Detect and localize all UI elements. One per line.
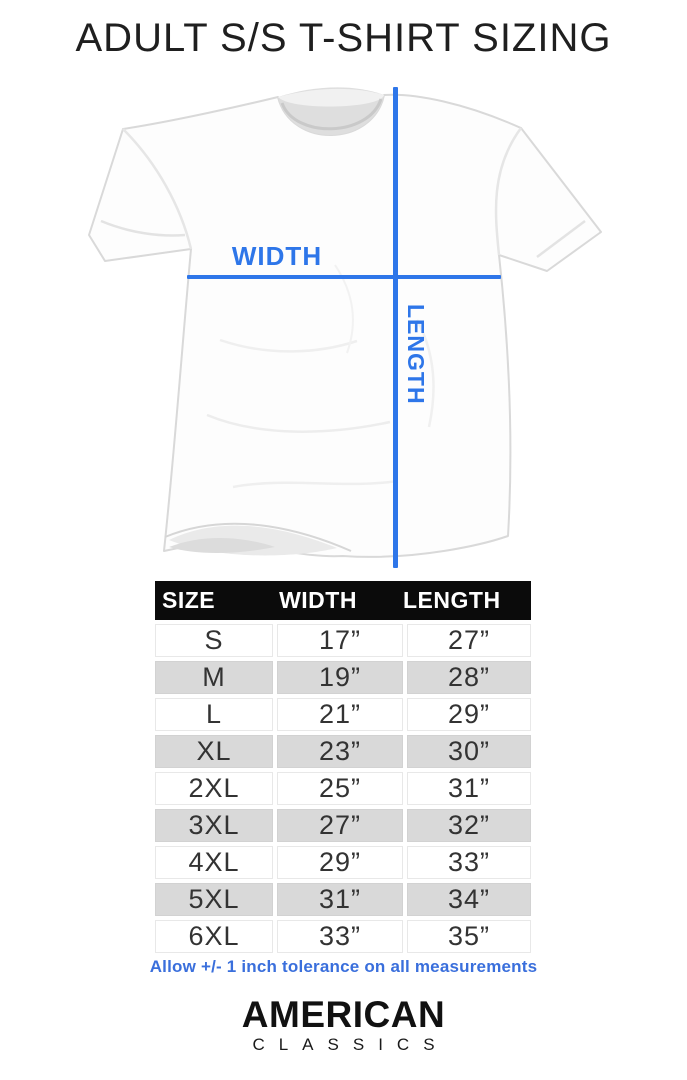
width-cell: 27” xyxy=(277,809,403,842)
tshirt-image xyxy=(85,85,605,575)
header-width: WIDTH xyxy=(279,587,357,613)
size-cell: L xyxy=(155,698,273,731)
header-length: LENGTH xyxy=(403,587,501,613)
size-cell: 3XL xyxy=(155,809,273,842)
size-cell: 6XL xyxy=(155,920,273,953)
size-cell: M xyxy=(155,661,273,694)
table-row xyxy=(155,883,531,916)
size-cell: 2XL xyxy=(155,772,273,805)
width-cell: 17” xyxy=(277,624,403,657)
length-cell: 29” xyxy=(407,698,531,731)
width-cell: 23” xyxy=(277,735,403,768)
size-cell: XL xyxy=(155,735,273,768)
table-row xyxy=(155,809,531,842)
header-size: SIZE xyxy=(162,587,216,613)
width-label: WIDTH xyxy=(231,241,323,271)
table-row xyxy=(155,698,531,731)
tshirt-diagram xyxy=(85,85,605,575)
width-cell: 21” xyxy=(277,698,403,731)
size-cell: 5XL xyxy=(155,883,273,916)
table-row xyxy=(155,920,531,953)
size-cell: S xyxy=(155,624,273,657)
size-table xyxy=(155,581,531,953)
table-row xyxy=(155,846,531,879)
length-cell: 28” xyxy=(407,661,531,694)
size-table-header xyxy=(155,581,531,620)
width-cell: 25” xyxy=(277,772,403,805)
tolerance-note: Allow +/- 1 inch tolerance on all measurements xyxy=(149,957,538,976)
length-cell: 30” xyxy=(407,735,531,768)
size-table-body xyxy=(155,624,531,953)
length-cell: 33” xyxy=(407,846,531,879)
width-cell: 19” xyxy=(277,661,403,694)
width-cell: 29” xyxy=(277,846,403,879)
length-label: LENGTH xyxy=(403,304,429,405)
brand-name-secondary: CLASSICS xyxy=(252,1035,449,1054)
page-title: ADULT S/S T-SHIRT SIZING xyxy=(75,16,612,60)
length-cell: 32” xyxy=(407,809,531,842)
length-cell: 27” xyxy=(407,624,531,657)
width-measure-line xyxy=(187,275,501,279)
brand-logo xyxy=(0,996,687,1053)
length-cell: 35” xyxy=(407,920,531,953)
width-cell: 31” xyxy=(277,883,403,916)
length-cell: 34” xyxy=(407,883,531,916)
width-cell: 33” xyxy=(277,920,403,953)
table-row xyxy=(155,735,531,768)
table-row xyxy=(155,661,531,694)
brand-name-primary: AMERICAN xyxy=(241,994,446,1035)
size-cell: 4XL xyxy=(155,846,273,879)
length-measure-line xyxy=(393,87,398,568)
length-cell: 31” xyxy=(407,772,531,805)
table-row xyxy=(155,772,531,805)
table-row xyxy=(155,624,531,657)
